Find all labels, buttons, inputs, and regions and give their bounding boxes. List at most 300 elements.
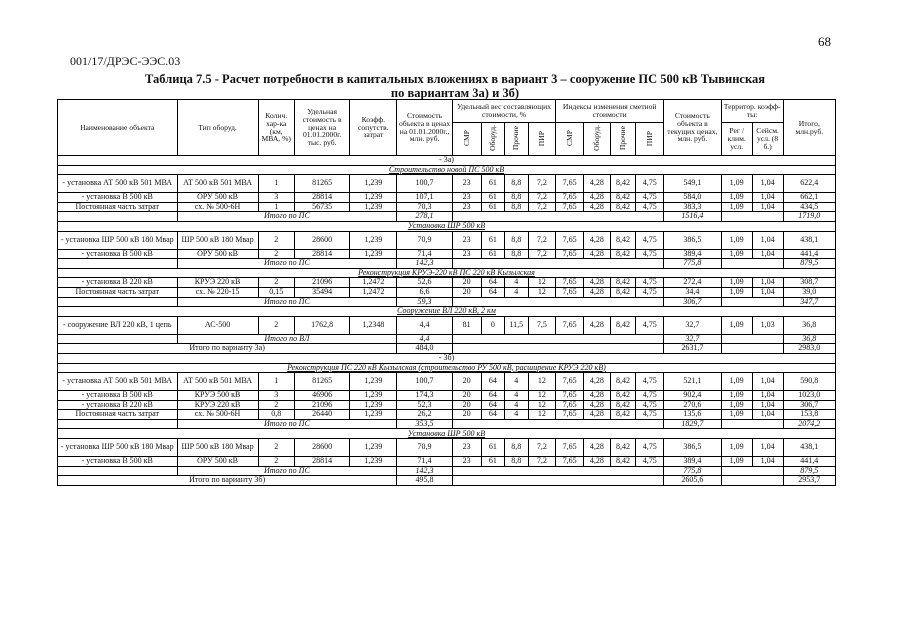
table-cell: 521,1: [664, 373, 722, 391]
header-coefficient: Коэфф. сопутств. затрат: [350, 100, 397, 156]
variant-total-cost-current: 2631,7: [664, 344, 722, 354]
page-number: 68: [818, 34, 831, 49]
table-cell: 1,239: [350, 202, 397, 212]
table-cell: 64: [481, 373, 504, 391]
table-row: [58, 316, 836, 334]
table-cell: АТ 500 кВ 501 МВА: [177, 175, 258, 193]
table-cell: 8,42: [610, 457, 636, 467]
subtotal-spacer: [452, 259, 663, 269]
table-cell: 7,65: [556, 316, 584, 334]
table-cell: сх. № 220-15: [177, 287, 258, 297]
table-cell: 386,5: [664, 231, 722, 249]
subtotal-spacer: [58, 334, 178, 344]
table-cell: Постоянная часть затрат: [58, 410, 178, 420]
header-cost-current: Стоимость объекта в текущих ценах, млн. руб.: [664, 100, 722, 156]
section-title: Сооружение ВЛ 220 кВ, 2 км: [58, 307, 836, 317]
subtotal-row: [58, 419, 836, 429]
table-cell: 1,04: [752, 400, 783, 410]
table-cell: 1,04: [752, 457, 783, 467]
table-cell: 28600: [294, 439, 349, 457]
table-row: [58, 202, 836, 212]
table-cell: 1,239: [350, 439, 397, 457]
table-cell: - установка В 220 кВ: [58, 278, 178, 288]
header-index-pir: ПИР: [636, 123, 664, 156]
header-share-equipment: Оборуд.: [481, 123, 504, 156]
table-cell: 12: [528, 287, 556, 297]
table-cell: 7,65: [556, 400, 584, 410]
subtotal-spacer: [58, 297, 178, 307]
variant-row: [58, 353, 836, 363]
table-cell: - установка АТ 500 кВ 501 МВА: [58, 373, 178, 391]
subtotal-total: 2074,2: [783, 419, 835, 429]
table-cell: 4,75: [636, 457, 664, 467]
table-cell: 7,5: [528, 316, 556, 334]
table-cell: 23: [452, 249, 481, 259]
table-cell: 1,239: [350, 175, 397, 193]
table-cell: - установка ШР 500 кВ 180 Мвар: [58, 439, 178, 457]
table-cell: 20: [452, 287, 481, 297]
table-cell: 1,04: [752, 249, 783, 259]
subtotal-cost-2000: 142,3: [397, 466, 452, 476]
table-cell: 4,28: [584, 439, 611, 457]
table-cell: 8,42: [610, 287, 636, 297]
table-cell: 107,1: [397, 193, 452, 203]
header-regional-coef: Рег / клим. усл.: [721, 123, 752, 156]
table-cell: 1,09: [721, 457, 752, 467]
section-title: Строительство новой ПС 500 кВ: [58, 165, 836, 175]
variant-total-label: Итого по варианту 3а): [58, 344, 397, 354]
table-cell: 7,65: [556, 391, 584, 401]
table-cell: 7,65: [556, 202, 584, 212]
table-cell: 20: [452, 391, 481, 401]
table-cell: 28814: [294, 457, 349, 467]
table-cell: 3: [258, 391, 294, 401]
table-cell: 100,7: [397, 175, 452, 193]
table-cell: 23: [452, 439, 481, 457]
table-cell: 64: [481, 410, 504, 420]
table-cell: 441,4: [783, 457, 835, 467]
table-cell: - установка В 220 кВ: [58, 400, 178, 410]
table-cell: 4,75: [636, 202, 664, 212]
table-cell: 270,6: [664, 400, 722, 410]
table-cell: 4: [505, 391, 528, 401]
table-cell: 4,4: [397, 316, 452, 334]
table-row: [58, 231, 836, 249]
table-cell: ШР 500 кВ 180 Мвар: [177, 439, 258, 457]
subtotal-cost-2000: 353,5: [397, 419, 452, 429]
table-cell: ОРУ 500 кВ: [177, 457, 258, 467]
table-cell: 4: [505, 287, 528, 297]
variant-total-label: Итого по варианту 3б): [58, 476, 397, 486]
section-row: [58, 268, 836, 278]
table-cell: 0,8: [258, 410, 294, 420]
variant-total-row: [58, 344, 836, 354]
table-cell: 4,28: [584, 400, 611, 410]
table-cell: 12: [528, 373, 556, 391]
header-share-smr: СМР: [452, 123, 481, 156]
table-cell: 1,2348: [350, 316, 397, 334]
table-cell: сх. № 500-6Н: [177, 410, 258, 420]
subtotal-spacer: [452, 297, 663, 307]
table-cell: 4,28: [584, 457, 611, 467]
table-cell: 389,4: [664, 249, 722, 259]
table-cell: 26,2: [397, 410, 452, 420]
table-cell: 23: [452, 202, 481, 212]
table-cell: 4,75: [636, 316, 664, 334]
table-cell: ОРУ 500 кВ: [177, 193, 258, 203]
table-cell: 1,04: [752, 391, 783, 401]
table-cell: 8,8: [505, 457, 528, 467]
table-cell: - установка В 500 кВ: [58, 457, 178, 467]
subtotal-total: 879,5: [783, 466, 835, 476]
table-cell: 70,3: [397, 202, 452, 212]
table-cell: 8,42: [610, 278, 636, 288]
table-cell: 7,2: [528, 457, 556, 467]
table-cell: 4,75: [636, 278, 664, 288]
table-cell: 4,75: [636, 287, 664, 297]
header-seismic-coef: Сейсм. усл. (8 б.): [752, 123, 783, 156]
table-cell: 52,3: [397, 400, 452, 410]
table-cell: КРУЭ 220 кВ: [177, 400, 258, 410]
variant-label: - 3б): [58, 353, 836, 363]
table-cell: 61: [481, 457, 504, 467]
table-cell: 64: [481, 278, 504, 288]
table-cell: 8,42: [610, 316, 636, 334]
header-name: Наименование объекта: [58, 100, 178, 156]
subtotal-spacer: [58, 466, 178, 476]
table-cell: 1,09: [721, 193, 752, 203]
section-row: [58, 307, 836, 317]
table-cell: 4,75: [636, 249, 664, 259]
table-cell: 52,6: [397, 278, 452, 288]
table-cell: 438,1: [783, 439, 835, 457]
table-cell: 61: [481, 231, 504, 249]
table-cell: 1,09: [721, 249, 752, 259]
subtotal-spacer: [452, 212, 663, 222]
table-cell: 2: [258, 316, 294, 334]
table-cell: 7,2: [528, 231, 556, 249]
header-quantity: Колич. хар-ка (км, МВА, %): [258, 100, 294, 156]
table-cell: 1,09: [721, 410, 752, 420]
table-cell: 0,15: [258, 287, 294, 297]
table-cell: 12: [528, 400, 556, 410]
subtotal-spacer: [452, 419, 663, 429]
table-cell: 12: [528, 391, 556, 401]
table-cell: 135,6: [664, 410, 722, 420]
subtotal-row: [58, 259, 836, 269]
table-cell: 61: [481, 439, 504, 457]
subtotal-total: 36,8: [783, 334, 835, 344]
header-share-other: Прочие: [505, 123, 528, 156]
table-cell: 12: [528, 410, 556, 420]
table-cell: 4,75: [636, 439, 664, 457]
table-cell: 389,4: [664, 457, 722, 467]
table-cell: 590,8: [783, 373, 835, 391]
table-cell: - установка В 500 кВ: [58, 193, 178, 203]
table-cell: 1,09: [721, 287, 752, 297]
table-cell: 11,5: [505, 316, 528, 334]
table-row: [58, 410, 836, 420]
variant-total-total: 2983,0: [783, 344, 835, 354]
table-cell: 4,28: [584, 175, 611, 193]
table-cell: 1,239: [350, 391, 397, 401]
table-cell: 61: [481, 249, 504, 259]
table-cell: 4: [505, 410, 528, 420]
table-cell: 8,42: [610, 439, 636, 457]
table-cell: 1,03: [752, 316, 783, 334]
table-cell: 8,42: [610, 193, 636, 203]
table-cell: 70,9: [397, 231, 452, 249]
subtotal-spacer: [452, 466, 663, 476]
table-cell: 21096: [294, 400, 349, 410]
table-cell: 622,4: [783, 175, 835, 193]
variant-total-cost-current: 2605,6: [664, 476, 722, 486]
subtotal-spacer: [721, 297, 783, 307]
table-cell: 8,42: [610, 202, 636, 212]
table-cell: 1,04: [752, 202, 783, 212]
table-cell: 7,65: [556, 231, 584, 249]
section-row: [58, 221, 836, 231]
subtotal-cost-2000: 59,3: [397, 297, 452, 307]
variant-total-cost-2000: 484,0: [397, 344, 452, 354]
table-cell: 383,3: [664, 202, 722, 212]
table-cell: 8,42: [610, 410, 636, 420]
table-cell: 23: [452, 457, 481, 467]
table-cell: 1,04: [752, 193, 783, 203]
table-cell: 1,09: [721, 391, 752, 401]
table-cell: 1,239: [350, 410, 397, 420]
table-cell: 1,04: [752, 175, 783, 193]
table-cell: 7,65: [556, 249, 584, 259]
table-cell: 1762,8: [294, 316, 349, 334]
subtotal-total: 879,5: [783, 259, 835, 269]
subtotal-spacer: [721, 466, 783, 476]
table-row: [58, 391, 836, 401]
table-cell: 61: [481, 202, 504, 212]
table-row: [58, 439, 836, 457]
table-cell: 2: [258, 231, 294, 249]
table-cell: 1023,0: [783, 391, 835, 401]
subtotal-label: Итого по ПС: [177, 466, 397, 476]
table-cell: 1,09: [721, 278, 752, 288]
table-cell: 1,239: [350, 193, 397, 203]
variant-row: [58, 156, 836, 166]
table-cell: - установка АТ 500 кВ 501 МВА: [58, 175, 178, 193]
table-cell: 8,8: [505, 231, 528, 249]
header-index-group: Индексы изменения сметной стоимости: [556, 100, 664, 123]
subtotal-row: [58, 297, 836, 307]
table-cell: 35494: [294, 287, 349, 297]
section-title: Установка ШР 500 кВ: [58, 221, 836, 231]
capital-investment-table: [57, 99, 836, 486]
table-row: [58, 175, 836, 193]
table-cell: 7,2: [528, 202, 556, 212]
table-cell: 2: [258, 278, 294, 288]
table-cell: 23: [452, 231, 481, 249]
header-index-equipment: Оборуд.: [584, 123, 611, 156]
header-territorial-group: Территор. коэфф-ты:: [721, 100, 783, 123]
table-cell: 4,75: [636, 193, 664, 203]
subtotal-spacer: [721, 419, 783, 429]
subtotal-spacer: [452, 334, 663, 344]
table-cell: 1,239: [350, 231, 397, 249]
table-row: [58, 287, 836, 297]
subtotal-cost-2000: 142,3: [397, 259, 452, 269]
table-cell: Постоянная часть затрат: [58, 287, 178, 297]
subtotal-cost-current: 775,8: [664, 259, 722, 269]
section-row: [58, 429, 836, 439]
subtotal-spacer: [58, 259, 178, 269]
table-cell: 7,65: [556, 457, 584, 467]
header-unit-cost: Удельная стоимость в ценах на 01.01.2000г. тыс. руб.: [294, 100, 349, 156]
table-cell: 7,65: [556, 278, 584, 288]
table-cell: 12: [528, 278, 556, 288]
table-cell: 1,09: [721, 175, 752, 193]
table-cell: 0: [481, 316, 504, 334]
table-cell: 662,1: [783, 193, 835, 203]
table-cell: Постоянная часть затрат: [58, 202, 178, 212]
table-cell: 20: [452, 400, 481, 410]
subtotal-cost-current: 775,8: [664, 466, 722, 476]
table-cell: 28600: [294, 231, 349, 249]
table-cell: 1,239: [350, 373, 397, 391]
table-cell: 1,2472: [350, 278, 397, 288]
subtotal-total: 1719,0: [783, 212, 835, 222]
table-cell: 4,28: [584, 278, 611, 288]
table-cell: 7,2: [528, 249, 556, 259]
table-cell: - сооружение ВЛ 220 кВ, 1 цепь: [58, 316, 178, 334]
table-cell: 4,28: [584, 410, 611, 420]
subtotal-spacer: [58, 419, 178, 429]
table-cell: 2: [258, 249, 294, 259]
table-row: [58, 373, 836, 391]
table-cell: 8,8: [505, 202, 528, 212]
table-cell: 20: [452, 410, 481, 420]
table-cell: 56735: [294, 202, 349, 212]
table-cell: 21096: [294, 278, 349, 288]
table-cell: 7,65: [556, 193, 584, 203]
table-cell: 1: [258, 175, 294, 193]
table-cell: 8,42: [610, 249, 636, 259]
table-cell: 81265: [294, 373, 349, 391]
table-cell: 386,5: [664, 439, 722, 457]
table-cell: 64: [481, 400, 504, 410]
table-cell: 438,1: [783, 231, 835, 249]
variant-total-total: 2953,7: [783, 476, 835, 486]
section-row: [58, 363, 836, 373]
table-cell: 4,28: [584, 287, 611, 297]
subtotal-label: Итого по ПС: [177, 419, 397, 429]
table-cell: 71,4: [397, 457, 452, 467]
table-cell: 46906: [294, 391, 349, 401]
subtotal-cost-current: 306,7: [664, 297, 722, 307]
table-cell: 6,6: [397, 287, 452, 297]
table-cell: 4,28: [584, 391, 611, 401]
table-cell: 81265: [294, 175, 349, 193]
table-cell: 7,65: [556, 287, 584, 297]
header-share-group: Удельный вес составляющих стоимости, %: [452, 100, 556, 123]
subtotal-row: [58, 466, 836, 476]
table-cell: 8,8: [505, 249, 528, 259]
table-row: [58, 457, 836, 467]
table-cell: 306,7: [783, 400, 835, 410]
variant-total-cost-2000: 495,8: [397, 476, 452, 486]
header-index-smr: СМР: [556, 123, 584, 156]
table-cell: 8,42: [610, 231, 636, 249]
document-code: 001/17/ДРЭС-ЭЭС.03: [70, 54, 181, 68]
table-cell: 7,65: [556, 373, 584, 391]
variant-total-spacer: [721, 476, 783, 486]
table-row: [58, 249, 836, 259]
table-cell: 2: [258, 457, 294, 467]
table-body: [58, 156, 836, 486]
table-cell: 4: [505, 373, 528, 391]
table-cell: 7,65: [556, 410, 584, 420]
table-cell: 4,75: [636, 410, 664, 420]
header-index-other: Прочие: [610, 123, 636, 156]
table-cell: 4: [505, 278, 528, 288]
table-cell: 4,75: [636, 391, 664, 401]
table-cell: 4,28: [584, 249, 611, 259]
section-title: Установка ШР 500 кВ: [58, 429, 836, 439]
table-cell: - установка ШР 500 кВ 180 Мвар: [58, 231, 178, 249]
table-cell: 4,75: [636, 175, 664, 193]
table-cell: 153,8: [783, 410, 835, 420]
table-cell: ШР 500 кВ 180 Мвар: [177, 231, 258, 249]
table-cell: - установка В 500 кВ: [58, 249, 178, 259]
table-cell: 3: [258, 193, 294, 203]
variant-total-spacer: [452, 344, 663, 354]
table-cell: КРУЭ 220 кВ: [177, 278, 258, 288]
table-cell: 1,04: [752, 278, 783, 288]
table-cell: 8,42: [610, 391, 636, 401]
table-cell: 4,28: [584, 202, 611, 212]
subtotal-total: 347,7: [783, 297, 835, 307]
subtotal-label: Итого по ПС: [177, 212, 397, 222]
table-cell: 7,2: [528, 439, 556, 457]
table-cell: 1,239: [350, 400, 397, 410]
header-equipment-type: Тип оборуд.: [177, 100, 258, 156]
table-cell: 4,75: [636, 373, 664, 391]
table-cell: 549,1: [664, 175, 722, 193]
table-title: [60, 72, 850, 100]
table-cell: 1: [258, 373, 294, 391]
table-cell: 23: [452, 193, 481, 203]
table-cell: 32,7: [664, 316, 722, 334]
section-title: Реконструкция ПС 220 кВ Кызылская (строительство РУ 500 кВ, расширение КРУЭ 220 кВ): [58, 363, 836, 373]
table-cell: 1,09: [721, 316, 752, 334]
table-row: [58, 193, 836, 203]
table-cell: 7,2: [528, 193, 556, 203]
table-cell: 61: [481, 175, 504, 193]
table-cell: ОРУ 500 кВ: [177, 249, 258, 259]
table-cell: 20: [452, 373, 481, 391]
subtotal-spacer: [721, 334, 783, 344]
table-cell: 441,4: [783, 249, 835, 259]
table-cell: 1,09: [721, 231, 752, 249]
table-cell: 28814: [294, 193, 349, 203]
table-cell: 308,7: [783, 278, 835, 288]
header-total: Итого, млн.руб.: [783, 100, 835, 156]
table-cell: 174,3: [397, 391, 452, 401]
variant-total-spacer: [721, 344, 783, 354]
table-cell: 1,04: [752, 373, 783, 391]
table-cell: 902,4: [664, 391, 722, 401]
table-cell: 100,7: [397, 373, 452, 391]
table-cell: 61: [481, 193, 504, 203]
section-title: Реконструкция КРУЭ-220 кВ ПС 220 кВ Кызылская: [58, 268, 836, 278]
table-cell: 23: [452, 175, 481, 193]
